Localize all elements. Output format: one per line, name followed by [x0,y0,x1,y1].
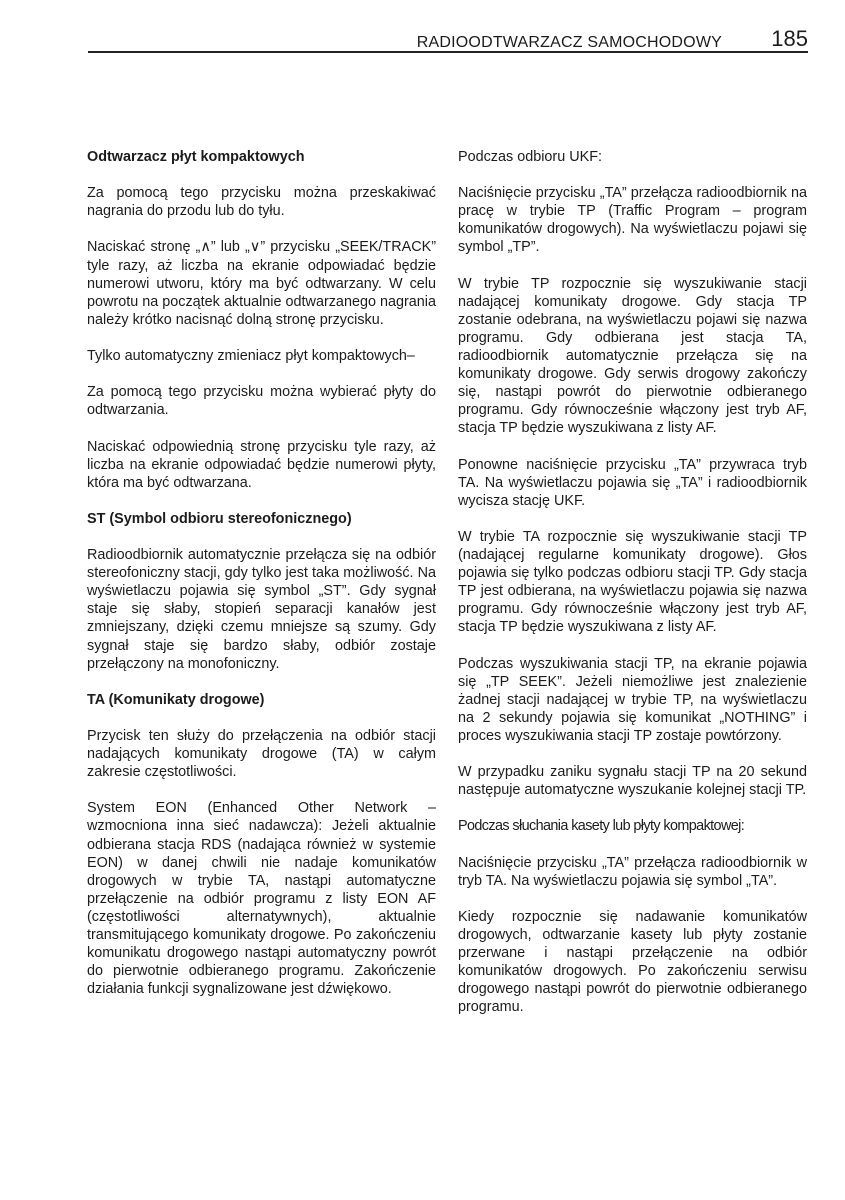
paragraph: Naciskać odpowiednią stronę przycisku tyle razy, aż liczba na ekranie odpowiadać będzie numerowi płyty, która ma być odtwarzana. [87,438,436,491]
paragraph: Przycisk ten służy do przełączenia na odbiór stacji nadających komunikaty drogowe (TA) w całym zakresie częstotliwości. [87,728,436,781]
paragraph: Kiedy rozpocznie się nadawanie komunikatów drogowych, odtwarzanie kasety lub płyty zostanie przerwane i nastąpi przełączenie na odbiór komunikatów drogowych. Po zakończeniu serwisu drogowego nastąpi powrót do pierwotnie odbieranego programu. [458,908,807,1016]
page-number: 185 [771,26,808,51]
paragraph: Podczas wyszukiwania stacji TP, na ekranie pojawia się „TP SEEK”. Jeżeli niemożliwe jest znalezienie żadnej stacji nadającej w trybie TP, na wyświetlaczu na 2 sekundy pojawia się komunikat „NOTHING” i proces wyszukiwania stacji TP zostaje powtórzony. [458,655,807,744]
left-column [87,148,436,1017]
section-heading-traffic-announcements: TA (Komunikaty drogowe) [87,691,265,708]
section-heading-stereo-symbol: ST (Symbol odbioru stereofonicznego) [87,510,352,527]
paragraph: Ponowne naciśnięcie przycisku „TA” przywraca tryb TA. Na wyświetlaczu pojawia się „TA” i radioodbiornik wycisza stację UKF. [458,456,807,509]
paragraph: Tylko automatyczny zmieniacz płyt kompaktowych– [87,348,415,365]
paragraph: W przypadku zaniku sygnału stacji TP na 20 sekund następuje automatyczne wyszukanie kolejnej stacji TP. [458,764,807,799]
subsection-label-cassette-cd: Podczas słuchania kasety lub płyty kompaktowej: [458,818,745,835]
right-column [458,148,807,1035]
paragraph: W trybie TP rozpocznie się wyszukiwanie stacji nadającej komunikaty drogowe. Gdy stacja TP zostanie odebrana, na wyświetlaczu pojawi się nazwa programu. Gdy odbierana jest stacja TA, radioodbiornik automatycznie przełącza się na komunikaty drogowe. Gdy serwis drogowy zakończy się, nastąpi powrót do pierwotnie odbieranego programu. Gdy równocześnie włączony jest tryb AF, stacja TP będzie wyszukiwana z listy AF. [458,275,807,437]
paragraph: Naciskać stronę „∧” lub „∨” przycisku „SEEK/TRACK” tyle razy, aż liczba na ekranie odpowiadać będzie numerowi utworu, który ma być odtwarzany. W celu powrotu na początek aktualnie odtwarzanego nagrania należy krótko nacisnąć dolną stronę przycisku. [87,239,436,328]
paragraph: Naciśnięcie przycisku „TA” przełącza radioodbiornik na pracę w trybie TP (Traffic Program – program komunikatów drogowych). Na wyświetlaczu pojawi się symbol „TP”. [458,185,807,256]
paragraph: Za pomocą tego przycisku można przeskakiwać nagrania do przodu lub do tyłu. [87,185,436,220]
paragraph: Radioodbiornik automatycznie przełącza się na odbiór stereofoniczny stacji, gdy tylko jest taka możliwość. Na wyświetlaczu pojawia się symbol „ST”. Gdy sygnał staje się słaby, stopień separacji kanałów jest zmniejszany, dzięki czemu mniejsze są szumy. Gdy sygnał staje się bardzo słaby, odbiór zostaje przełączony na monofoniczny. [87,547,436,672]
paragraph: Za pomocą tego przycisku można wybierać płyty do odtwarzania. [87,384,436,419]
section-heading-cd-player: Odtwarzacz płyt kompaktowych [87,149,305,165]
page-header [88,26,808,54]
header-rule [88,51,808,53]
running-header-title: RADIOODTWARZACZ SAMOCHODOWY [416,34,722,51]
paragraph: System EON (Enhanced Other Network – wzmocniona inna sieć nadawcza): Jeżeli aktualnie odbierana stacja RDS (nadająca również w systemie EON) w danej chwili nie nadaje komunikatów drogowych w trybie TA, nastąpi automatyczne przełączenie na odbiór programu z listy EON AF (częstotliwości alternatywnych), aktualnie transmitującego komunikaty drogowe. Po zakończeniu komunikatu drogowego nastąpi automatyczny powrót do pierwotnie odbieranego programu. Zakończenie działania funkcji sygnalizowane jest dźwiękowo. [87,800,436,998]
paragraph: Naciśnięcie przycisku „TA” przełącza radioodbiornik w tryb TA. Na wyświetlaczu pojawia się symbol „TA”. [458,854,807,889]
paragraph: Podczas odbioru UKF: [458,149,602,165]
paragraph: W trybie TA rozpocznie się wyszukiwanie stacji TP (nadającej regularne komunikaty drogowe). Głos pojawia się tylko podczas odbioru stacji TP. Gdy stacja TP jest odbierana, na wyświetlaczu pojawia się nazwa programu. Gdy równocześnie włączony jest tryb AF, stacja TP będzie wyszukiwana z listy AF. [458,528,807,636]
